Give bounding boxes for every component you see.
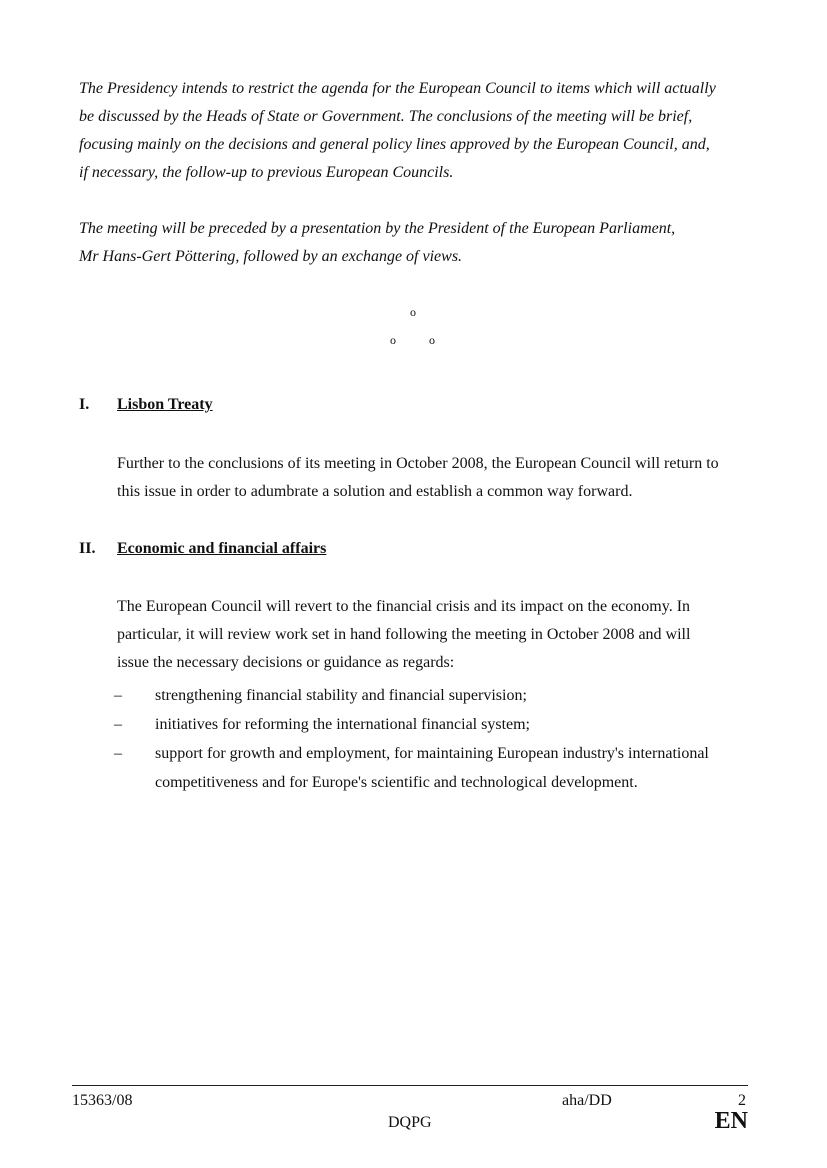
separator-dot: o	[390, 333, 396, 347]
department-code: DQPG	[388, 1114, 432, 1131]
text-line: focusing mainly on the decisions and general policy lines approved by the European Council, and,	[79, 136, 710, 153]
text-line: The Presidency intends to restrict the agenda for the European Council to items which will actually	[79, 80, 716, 97]
separator-dot: o	[429, 333, 435, 347]
section-number: II.	[79, 540, 96, 557]
intro-text	[79, 75, 769, 271]
author-initials: aha/DD	[562, 1092, 612, 1109]
text-line: strengthening financial stability and financial supervision;	[155, 687, 527, 704]
bullet-list	[114, 681, 774, 797]
section-title: Lisbon Treaty	[117, 396, 213, 413]
intro-paragraph-2	[79, 215, 769, 271]
list-item	[114, 739, 774, 797]
text-line: this issue in order to adumbrate a solution and establish a common way forward.	[117, 483, 633, 500]
section-number: I.	[79, 396, 90, 413]
page-footer	[72, 1092, 748, 1142]
text-line: if necessary, the follow-up to previous European Councils.	[79, 164, 454, 181]
text-line: issue the necessary decisions or guidance as regards:	[117, 654, 455, 671]
text-line: The meeting will be preceded by a presentation by the President of the European Parliament,	[79, 220, 676, 237]
page-number: 2	[738, 1092, 746, 1109]
bullet-dash: –	[114, 716, 122, 733]
separator-dot: o	[410, 305, 416, 319]
list-item	[114, 681, 774, 710]
section-separator	[380, 305, 444, 349]
text-line: Further to the conclusions of its meeting in October 2008, the European Council will return to	[117, 455, 719, 472]
document-reference: 15363/08	[72, 1092, 133, 1109]
text-line: support for growth and employment, for maintaining European industry's international	[155, 745, 709, 762]
text-line: initiatives for reforming the international financial system;	[155, 716, 530, 733]
language-code: EN	[714, 1108, 748, 1134]
text-line: Mr Hans-Gert Pöttering, followed by an exchange of views.	[79, 248, 463, 265]
list-item	[114, 710, 774, 739]
section-title: Economic and financial affairs	[117, 540, 327, 557]
text-line: The European Council will revert to the financial crisis and its impact on the economy. In	[117, 598, 691, 615]
section-body-economic	[117, 593, 767, 677]
text-line: be discussed by the Heads of State or Government. The conclusions of the meeting will be brief,	[79, 108, 693, 125]
text-line: competitiveness and for Europe's scientific and technological development.	[155, 774, 638, 791]
bullet-dash: –	[114, 745, 122, 762]
text-line: particular, it will review work set in hand following the meeting in October 2008 and will	[117, 626, 691, 643]
section-body-lisbon	[117, 450, 767, 506]
footer-divider	[72, 1085, 748, 1086]
bullet-dash: –	[114, 687, 122, 704]
intro-paragraph-1	[79, 75, 769, 187]
